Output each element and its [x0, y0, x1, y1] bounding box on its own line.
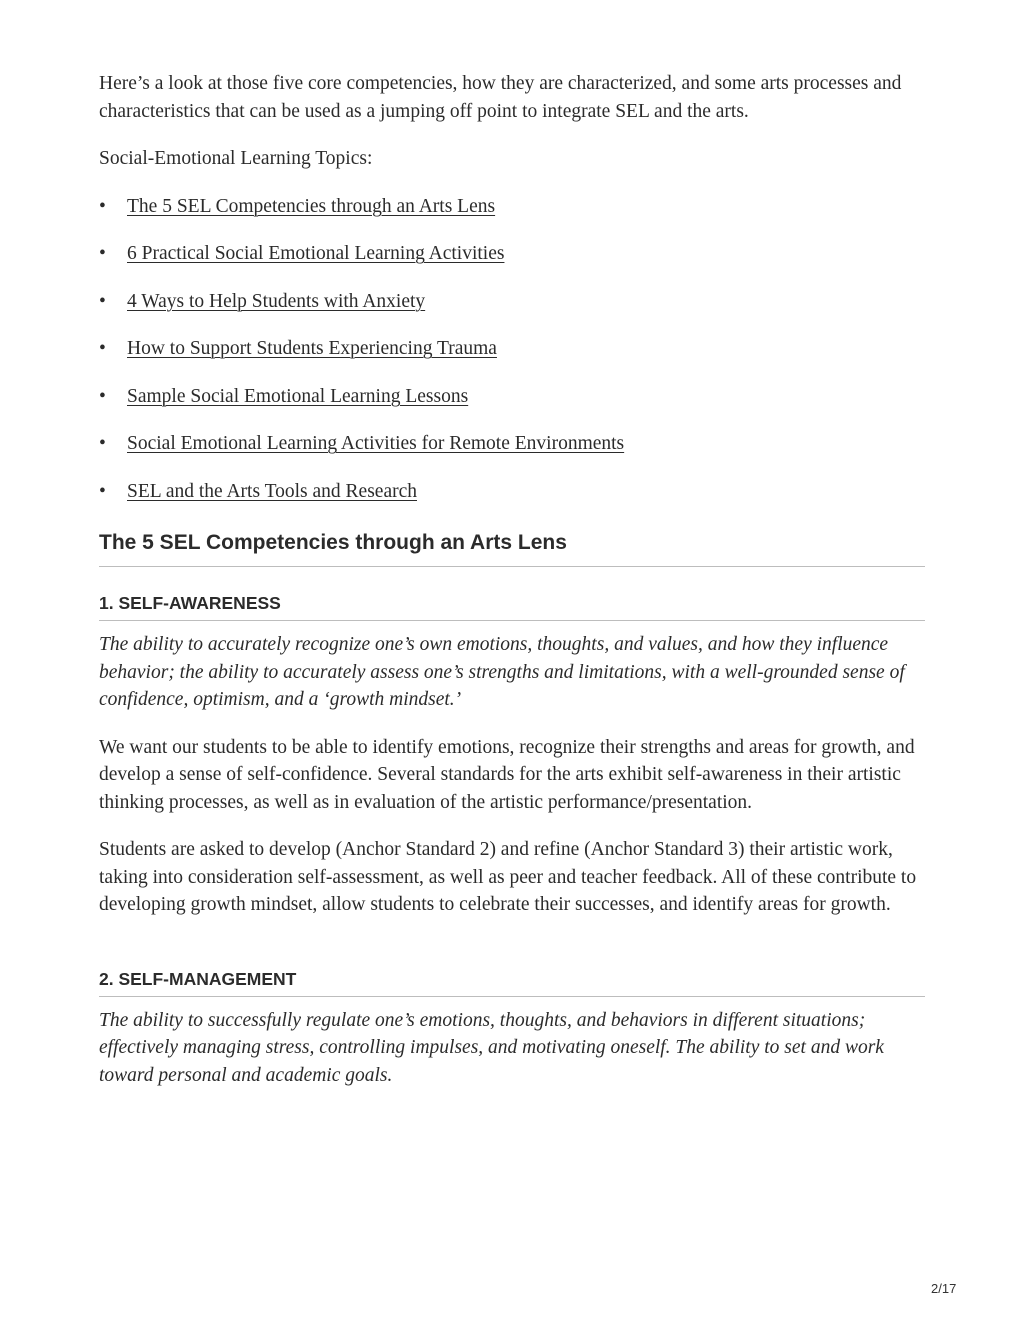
self-awareness-paragraph-1: We want our students to be able to identify emotions, recognize their strengths and areas for growth, and develop a sense of self-confidence. Several standards for the arts exhibit self-awareness in their artistic thinking processes, as well as in evaluation of the artistic performance/presentation.: [99, 736, 915, 813]
topic-link-sel-competencies[interactable]: The 5 SEL Competencies through an Arts Lens: [127, 195, 496, 217]
intro-paragraph: Here’s a look at those five core competencies, how they are characterized, and some arts processes and characteristics that can be used as a jumping off point to integrate SEL and the arts.: [99, 73, 902, 122]
list-item: [99, 478, 925, 506]
bullet-icon: •: [99, 385, 106, 407]
bullet-icon: •: [99, 480, 106, 502]
topic-link-remote-activities[interactable]: Social Emotional Learning Activities for Remote Environments: [127, 433, 625, 454]
list-item: [99, 193, 925, 221]
topic-link-anxiety[interactable]: 4 Ways to Help Students with Anxiety: [127, 290, 426, 312]
self-management-heading: 2. SELF-MANAGEMENT: [99, 967, 925, 997]
list-item: [99, 335, 925, 363]
self-awareness-paragraph-2: Students are asked to develop (Anchor Standard 2) and refine (Anchor Standard 3) their artistic work, taking into consideration self-assessment, as well as peer and teacher feedback. All of these contribute to developing growth mindset, allow students to celebrate their successes, and identify areas for growth.: [99, 839, 917, 915]
bullet-icon: •: [99, 290, 106, 312]
topics-list: [99, 193, 925, 506]
topic-link-practical-activities[interactable]: 6 Practical Social Emotional Learning Activities: [127, 243, 505, 264]
bullet-icon: •: [99, 195, 106, 217]
topics-label: Social-Emotional Learning Topics:: [99, 148, 373, 169]
topic-link-trauma[interactable]: How to Support Students Experiencing Trauma: [127, 338, 497, 359]
topic-link-sample-lessons[interactable]: Sample Social Emotional Learning Lessons: [127, 385, 469, 407]
list-item: [99, 240, 925, 268]
bullet-icon: •: [99, 433, 106, 454]
list-item: [99, 430, 925, 458]
list-item: [99, 288, 925, 316]
list-item: [99, 383, 925, 411]
self-awareness-heading: 1. SELF-AWARENESS: [99, 591, 925, 621]
topic-link-tools-research[interactable]: SEL and the Arts Tools and Research: [127, 480, 417, 502]
self-awareness-definition: The ability to accurately recognize one’s own emotions, thoughts, and values, and how they influence behavior; the ability to accurately assess one’s strengths and limitations, with a well-grounded sense of confidence, optimism, and a ‘growth mindset.’: [99, 634, 905, 710]
bullet-icon: •: [99, 338, 106, 359]
page-number: 2/17: [931, 1281, 957, 1296]
article-content: [99, 70, 925, 1089]
bullet-icon: •: [99, 243, 106, 264]
section-title: The 5 SEL Competencies through an Arts Lens: [99, 529, 925, 567]
self-management-definition: The ability to successfully regulate one’s emotions, thoughts, and behaviors in different situations; effectively managing stress, controlling impulses, and motivating oneself. The ability to set and work toward personal and academic goals.: [99, 1009, 884, 1086]
